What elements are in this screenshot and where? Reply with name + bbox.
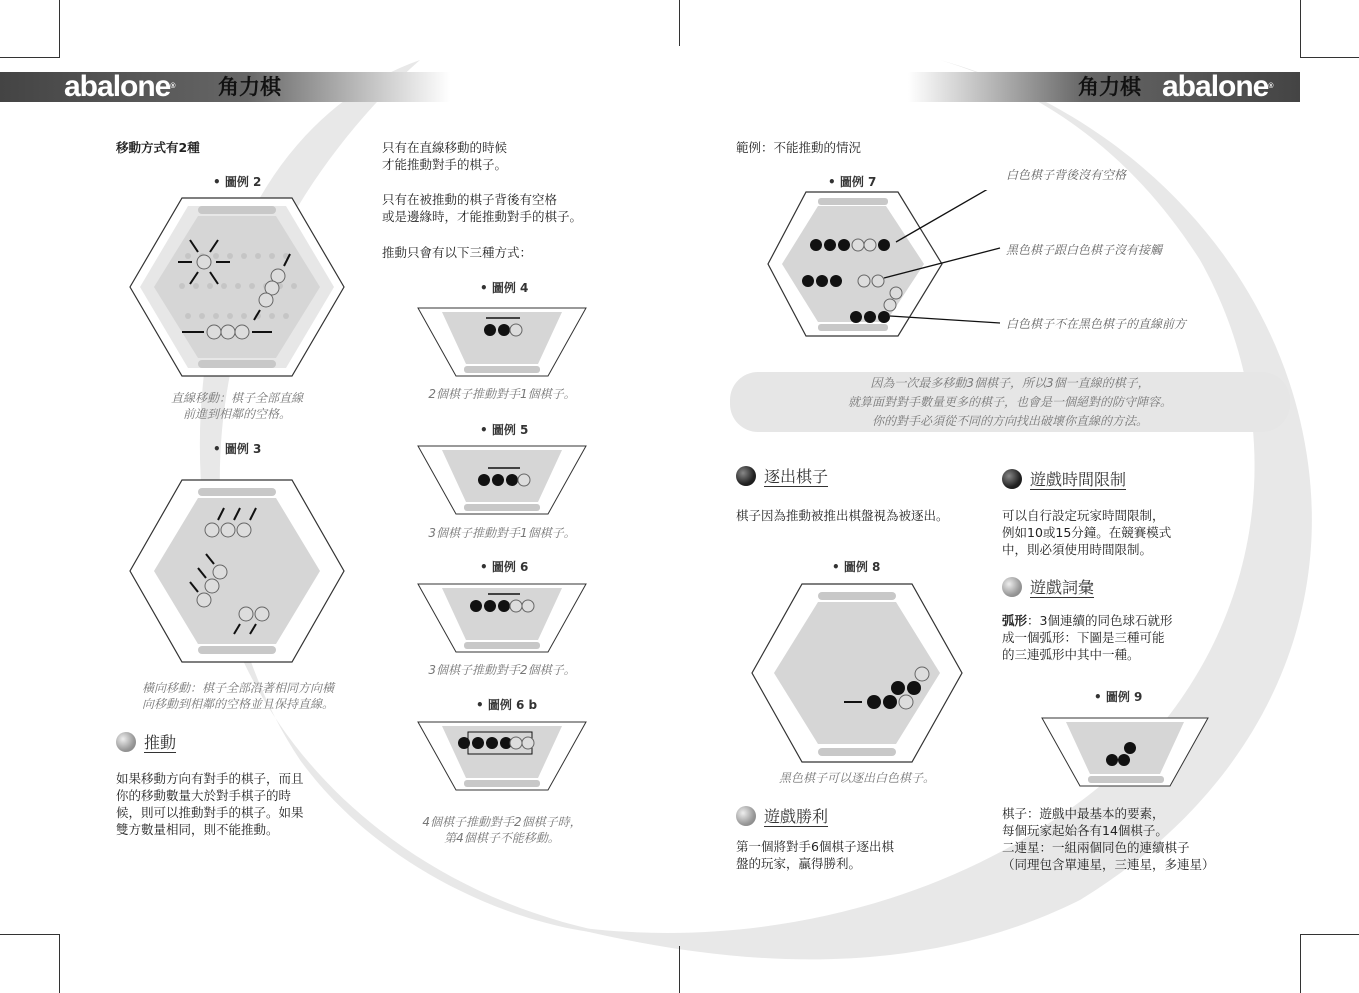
abalone-logo-left: abalone® (64, 70, 175, 103)
section-title: 遊戲詞彙 (1030, 578, 1095, 597)
caption-fig8: 黑色棋子可以逐出白色棋子。 (778, 771, 935, 785)
annotation: 白色棋子背後沒有空格 (1006, 168, 1127, 182)
win-body: 第一個將對手6個棋子逐出棋 盤的玩家，贏得勝利。 (736, 839, 894, 871)
crop-mark (0, 934, 59, 935)
crop-mark (1300, 0, 1301, 58)
figure-label: • 圖例 2 (213, 175, 262, 189)
caption-fig4: 2個棋子推動對手1個棋子。 (428, 387, 576, 401)
paragraph: 只有在被推動的棋子背後有空格 或是邊緣時，才能推動對手的棋子。 (382, 192, 583, 224)
board-partial-fig9 (1040, 716, 1210, 788)
crop-mark (679, 946, 680, 993)
annotation: 白色棋子不在黑色棋子的直線前方 (1006, 317, 1187, 331)
caption-fig6: 3個棋子推動對手2個棋子。 (428, 663, 576, 677)
figure-label: • 圖例 5 (480, 423, 529, 437)
figure-label: • 圖例 9 (1094, 690, 1143, 704)
bullet-ball-icon (116, 732, 136, 752)
annotation: 黑色棋子跟白色棋子沒有接觸 (1006, 243, 1163, 257)
crop-mark (1300, 934, 1301, 993)
figure-label: • 圖例 3 (213, 442, 262, 456)
paragraph: 推動只會有以下三種方式： (382, 245, 533, 260)
board-partial-fig6 (416, 582, 588, 654)
figure-label: • 圖例 4 (480, 281, 529, 295)
section-vocab (1002, 575, 1094, 598)
caption-fig6b: 4個棋子推動對手2個棋子時， 第4個棋子不能移動。 (422, 815, 582, 845)
caption-fig3: 橫向移動：棋子全部沿著相同方向橫 向移動到相鄰的空格並且保持直線。 (141, 681, 334, 711)
section-title: 逐出棋子 (764, 467, 829, 486)
figure-label: • 圖例 6 b (476, 698, 538, 712)
crop-mark (0, 57, 59, 58)
paragraph: 只有在直線移動的時候 才能推動對手的棋子。 (382, 140, 508, 172)
board-partial-fig5 (416, 444, 588, 516)
section-eject (736, 464, 828, 487)
section-push (116, 730, 176, 753)
figure-label: • 圖例 8 (832, 560, 881, 574)
crop-mark (1300, 934, 1359, 935)
push-body: 如果移動方向有對手的棋子，而且 你的移動數量大於對手棋子的時 候，則可以推動對手的棋子。如果 雙方數量相同，則不能推動。 (116, 771, 304, 837)
board-diagram-fig2 (128, 196, 346, 378)
arc-body: 弧形：3個連續的同色球石就形 成一個弧形：下圖是三種可能 的三連弧形中其中一種。 (1002, 613, 1173, 662)
figure-label: • 圖例 7 (828, 175, 877, 189)
board-partial-fig4 (416, 306, 588, 378)
caption-fig2: 直線移動：棋子全部直線 前進到相鄰的空格。 (170, 391, 303, 421)
section-title: 推動 (144, 733, 177, 752)
time-body: 可以自行設定玩家時間限制， 例如10或15分鐘。在競賽模式 中，則必須使用時間限制。 (1002, 508, 1172, 557)
page-title-right: 角力棋 (1078, 75, 1141, 99)
section-win (736, 804, 828, 827)
crop-mark (679, 0, 680, 46)
board-diagram-fig3 (128, 478, 346, 664)
caption-fig5: 3個棋子推動對手1個棋子。 (428, 526, 576, 540)
bullet-ball-icon (736, 466, 756, 486)
board-diagram-fig8 (750, 582, 964, 764)
section-heading: 移動方式有2種 (116, 140, 200, 155)
section-title: 遊戲時間限制 (1030, 470, 1127, 489)
bullet-ball-icon (1002, 577, 1022, 597)
note-text: 因為一次最多移動3個棋子，所以3個一直線的棋子， 就算面對對手數量更多的棋子，也會是一個絕對的防守陣容。 你的對手必須從不同的方向找出破壞你直線的方法。 (847, 376, 1172, 428)
board-partial-fig6b (416, 720, 588, 792)
section-time-limit (1002, 467, 1126, 490)
bullet-ball-icon (1002, 469, 1022, 489)
bullet-ball-icon (736, 806, 756, 826)
crop-mark (1300, 57, 1359, 58)
glossary: 棋子：遊戲中最基本的要素， 每個玩家起始各有14個棋子。 二連星：一組兩個同色的連續棋子 （同理包含單連星，三連星，多連星） (1002, 806, 1215, 872)
crop-mark (59, 934, 60, 993)
section-title: 遊戲勝利 (764, 807, 829, 826)
example-heading: 範例：不能推動的情況 (736, 140, 862, 155)
crop-mark (59, 0, 60, 58)
abalone-logo-right: abalone® (1162, 70, 1273, 103)
page-title-left: 角力棋 (218, 75, 281, 99)
figure-label: • 圖例 6 (480, 560, 529, 574)
eject-body: 棋子因為推動被推出棋盤視為被逐出。 (736, 508, 949, 523)
